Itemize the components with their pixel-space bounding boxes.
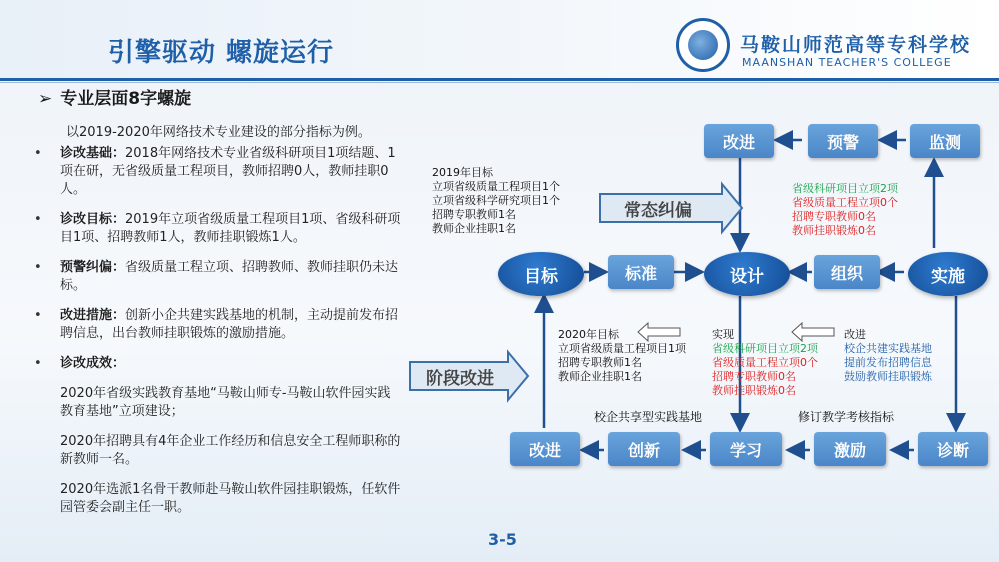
goal-2020-line: 教师企业挂职1名 xyxy=(558,370,642,383)
goal-2019-line: 立项省级科学研究项目1个 xyxy=(432,194,560,207)
outcome-item: 2020年省级实践教育基地“马鞍山师专-马鞍山软件园实践教育基地”立项建设； xyxy=(60,386,391,419)
intro-text: 以2019-2020年网络技术专业建设的部分指标为例。 xyxy=(66,125,371,140)
bullet-item xyxy=(32,307,402,343)
bullet-list xyxy=(32,145,402,529)
caption-practice-base: 校企共享型实践基地 xyxy=(594,410,703,424)
bullet-text: 创新小企共建实践基地的机制，主动提前发布招聘信息，出台教师挂职锻炼的激励措施。 xyxy=(60,308,399,341)
outcome-item: 2020年选派1名骨干教师赴马鞍山软件园挂职锻炼，任软件园管委会副主任一职。 xyxy=(60,482,401,515)
node-design: 设计 xyxy=(704,252,790,296)
node-learn: 学习 xyxy=(710,432,782,466)
achieved-line: 招聘专职教师0名 xyxy=(712,370,796,383)
caption-assessment: 修订教学考核指标 xyxy=(798,410,895,424)
college-name-cn: 马鞍山师范高等专科学校 xyxy=(740,34,972,56)
bullet-label: 诊改目标： xyxy=(60,212,126,227)
bullet-label: 预警纠偏： xyxy=(60,260,126,275)
achieved-line: 省级科研项目立项2项 xyxy=(712,342,818,355)
improve-block xyxy=(844,328,932,384)
goal-2019-line: 2019年目标 xyxy=(432,166,493,179)
node-improve-bottom: 改进 xyxy=(510,432,580,466)
bullet-label: 诊改基础： xyxy=(60,146,126,161)
node-organize: 组织 xyxy=(814,255,880,289)
node-implement: 实施 xyxy=(908,252,988,296)
node-goal: 目标 xyxy=(498,252,584,296)
node-diagnose: 诊断 xyxy=(918,432,988,466)
status-line: 省级质量工程立项0个 xyxy=(792,196,898,209)
node-warning: 预警 xyxy=(808,124,878,158)
node-improve-top: 改进 xyxy=(704,124,774,158)
goal-2019-line: 教师企业挂职1名 xyxy=(432,222,516,235)
header-divider xyxy=(0,78,999,81)
achieved-block xyxy=(712,328,818,398)
improve-line: 校企共建实践基地 xyxy=(844,342,932,355)
node-innovate: 创新 xyxy=(608,432,680,466)
node-standard: 标准 xyxy=(608,255,674,289)
arrow-label-stage-improvement: 阶段改进 xyxy=(426,369,494,389)
bullet-item xyxy=(32,259,402,295)
college-name-en: MAANSHAN TEACHER'S COLLEGE xyxy=(742,56,952,69)
bullet-item xyxy=(32,355,402,373)
status-top-block xyxy=(792,182,898,238)
goal-2020-line: 2020年目标 xyxy=(558,328,619,341)
node-incentive: 激励 xyxy=(814,432,886,466)
bullet-label: 诊改成效： xyxy=(60,356,126,371)
goal-2020-block xyxy=(558,328,686,384)
section-heading-text: 专业层面8字螺旋 xyxy=(60,89,192,109)
goal-2019-line: 立项省级质量工程项目1个 xyxy=(432,180,560,193)
bullet-item xyxy=(32,211,402,247)
status-line: 招聘专职教师0名 xyxy=(792,210,876,223)
bullet-label: 改进措施： xyxy=(60,308,126,323)
bullet-item xyxy=(32,145,402,199)
achieved-line: 实现 xyxy=(712,328,734,341)
spiral-diagram xyxy=(404,116,996,536)
goal-2020-line: 立项省级质量工程项目1项 xyxy=(558,342,686,355)
college-logo-icon xyxy=(676,18,730,72)
bullet-text: 省级质量工程立项、招聘教师、教师挂职仍未达标。 xyxy=(60,260,399,293)
improve-line: 改进 xyxy=(844,328,866,341)
outcome-item: 2020年招聘具有4年企业工作经历和信息安全工程师职称的新教师一名。 xyxy=(60,434,401,467)
bullet-text: 2018年网络技术专业省级科研项目1项结题、1项在研，无省级质量工程项目，教师招聘0人，教师挂职0人。 xyxy=(60,146,396,197)
bullet-text: 2019年立项省级质量工程项目1项、省级科研项目1项、招聘教师1人，教师挂职锻炼1人。 xyxy=(60,212,401,245)
goal-2019-block xyxy=(432,166,560,236)
achieved-line: 教师挂职锻炼0名 xyxy=(712,384,796,397)
goal-2019-line: 招聘专职教师1名 xyxy=(432,208,516,221)
achieved-line: 省级质量工程立项0个 xyxy=(712,356,818,369)
page-number: 3-5 xyxy=(488,530,517,549)
improve-line: 鼓励教师挂职锻炼 xyxy=(844,370,932,383)
slide-title: 引擎驱动 螺旋运行 xyxy=(108,38,335,68)
section-heading xyxy=(38,84,191,109)
goal-2020-line: 招聘专职教师1名 xyxy=(558,356,642,369)
status-line: 教师挂职锻炼0名 xyxy=(792,224,876,237)
node-monitor: 监测 xyxy=(910,124,980,158)
header-divider-thin xyxy=(0,82,999,83)
status-line: 省级科研项目立项2项 xyxy=(792,182,898,195)
arrow-label-normal-correction: 常态纠偏 xyxy=(624,201,692,221)
improve-line: 提前发布招聘信息 xyxy=(844,356,932,369)
arrow-bullet-icon: ➢ xyxy=(38,89,53,109)
